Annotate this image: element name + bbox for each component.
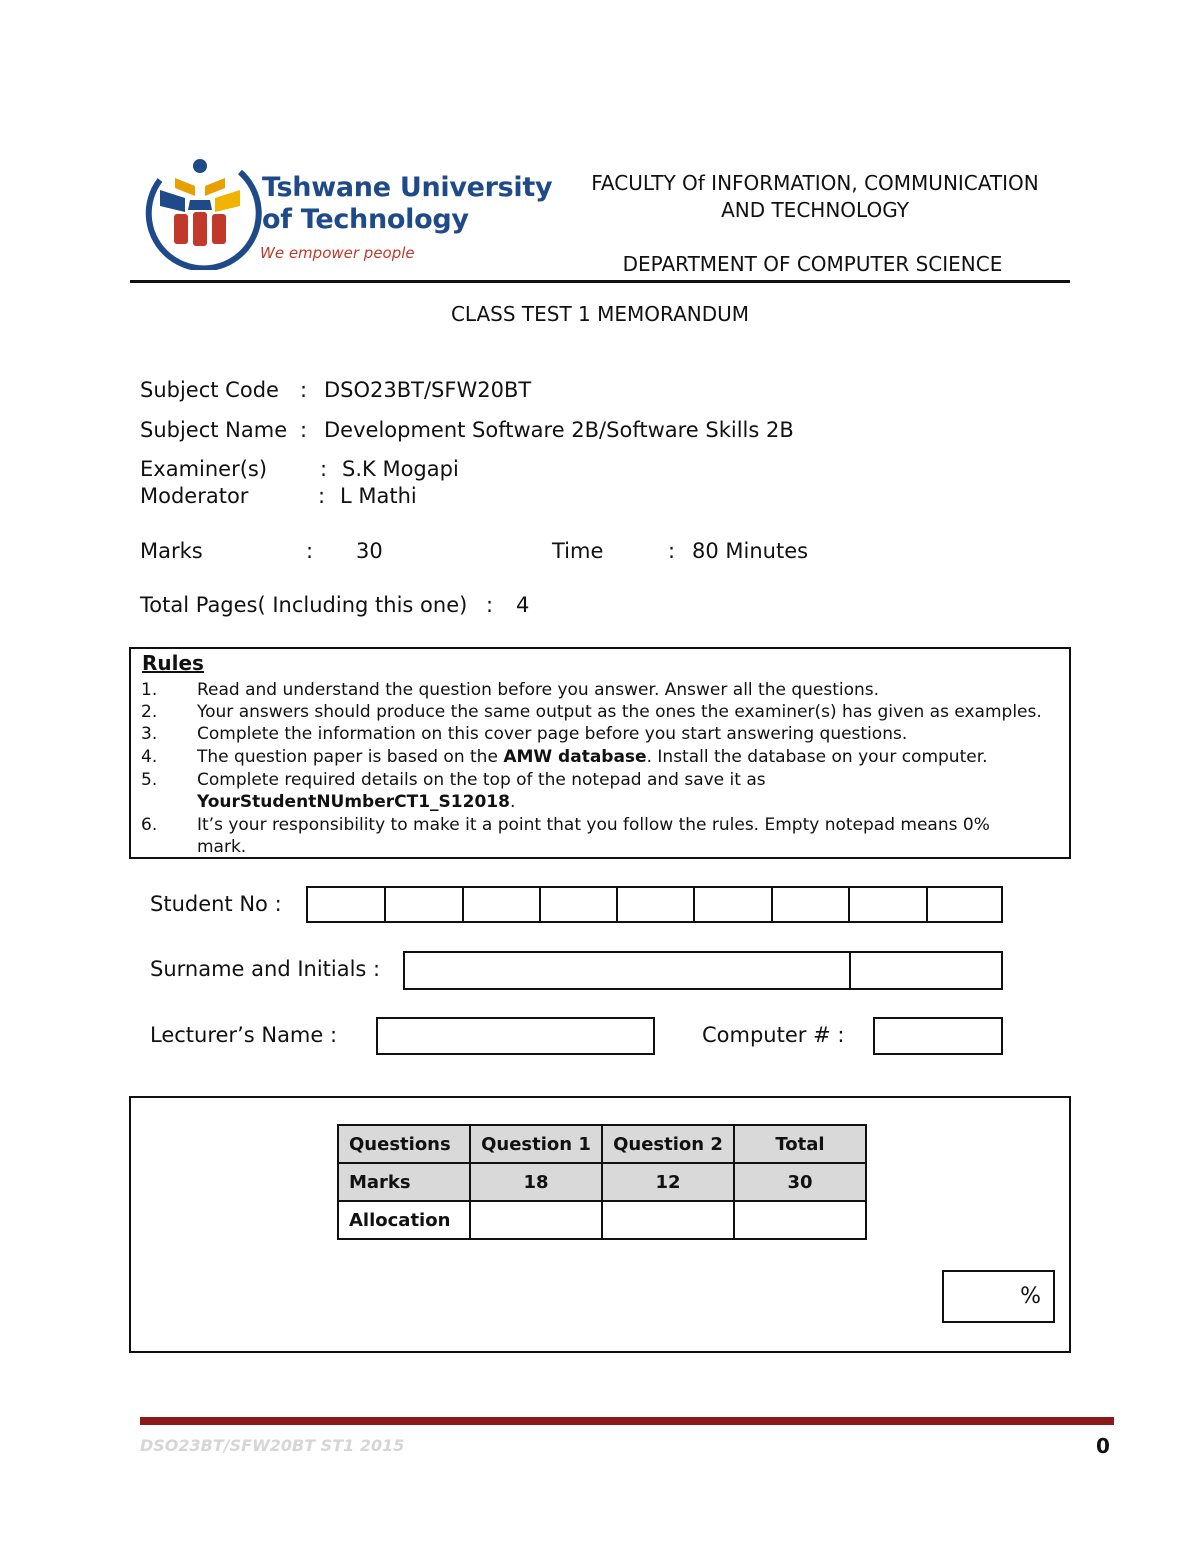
examiner-label: Examiner(s) bbox=[140, 457, 268, 481]
allocation-cell[interactable] bbox=[470, 1201, 602, 1239]
footer-code: DSO23BT/SFW20BT ST1 2015 bbox=[140, 1436, 405, 1455]
subject-code-label: Subject Code bbox=[140, 378, 279, 402]
moderator-value: L Mathi bbox=[340, 484, 417, 508]
marks-label: Marks bbox=[140, 539, 203, 563]
page-number: 0 bbox=[1096, 1434, 1110, 1458]
percent-symbol: % bbox=[1020, 1284, 1041, 1309]
surname-label: Surname and Initials : bbox=[150, 957, 381, 981]
student-no-cell[interactable] bbox=[541, 888, 618, 921]
student-no-cell[interactable] bbox=[850, 888, 928, 921]
surname-field[interactable] bbox=[403, 951, 1003, 990]
table-row-label: Allocation bbox=[338, 1201, 470, 1239]
table-header-cell: Questions bbox=[338, 1125, 470, 1163]
table-cell: 30 bbox=[734, 1163, 866, 1201]
table-header-cell: Total bbox=[734, 1125, 866, 1163]
computer-number-field[interactable] bbox=[873, 1017, 1003, 1055]
department-heading: DEPARTMENT OF COMPUTER SCIENCE bbox=[622, 252, 1003, 276]
filename: YourStudentNUmberCT1_S12018 bbox=[197, 792, 510, 812]
student-no-cell[interactable] bbox=[928, 888, 1001, 921]
university-motto: We empower people bbox=[260, 244, 415, 262]
examiner-value: S.K Mogapi bbox=[342, 457, 459, 481]
colon: : bbox=[668, 539, 676, 563]
colon: : bbox=[300, 418, 308, 442]
table-row bbox=[338, 1201, 866, 1239]
student-no-field[interactable] bbox=[306, 886, 1003, 923]
allocation-cell[interactable] bbox=[734, 1201, 866, 1239]
lecturer-name-label: Lecturer’s Name : bbox=[150, 1023, 338, 1047]
lecturer-name-field[interactable] bbox=[376, 1017, 655, 1055]
surname-cell[interactable] bbox=[405, 953, 851, 988]
rules-title: Rules bbox=[142, 651, 204, 675]
time-value: 80 Minutes bbox=[692, 539, 809, 563]
marks-table bbox=[337, 1124, 867, 1240]
footer-bar bbox=[140, 1417, 1114, 1425]
table-row bbox=[338, 1163, 866, 1201]
total-pages-value: 4 bbox=[516, 593, 530, 617]
page-title: CLASS TEST 1 MEMORANDUM bbox=[450, 302, 750, 326]
database-name: AMW database bbox=[503, 747, 647, 767]
student-no-label: Student No : bbox=[150, 892, 282, 916]
subject-code-value: DSO23BT/SFW20BT bbox=[324, 378, 532, 402]
rules-box: Rules 1. Read and understand the question before you answer. Answer all the questions. 2. Your answers should produce the same output as the ones the examiner(s) has given as examples. 3. Complete the information on this cover page before you start answering questions. 4. The question paper is based on the AMW database. Install the database on your computer. 5. Complete required details on the top of the notepad and save it as YourStudentNUmberCT1_S12018. 6. It’s your responsibility to make it a point that you follow the rules. Empty notepad means 0% mark. bbox=[129, 647, 1071, 859]
student-no-cell[interactable] bbox=[386, 888, 464, 921]
computer-number-label: Computer # : bbox=[702, 1023, 845, 1047]
student-no-cell[interactable] bbox=[464, 888, 541, 921]
percentage-field[interactable] bbox=[942, 1270, 1055, 1323]
header-divider bbox=[130, 280, 1070, 283]
colon: : bbox=[300, 378, 308, 402]
table-row-label: Marks bbox=[338, 1163, 470, 1201]
colon: : bbox=[318, 484, 326, 508]
table-header-cell: Question 1 bbox=[470, 1125, 602, 1163]
table-row bbox=[338, 1125, 866, 1163]
university-name: Tshwane University of Technology bbox=[262, 172, 553, 235]
moderator-label: Moderator bbox=[140, 484, 249, 508]
colon: : bbox=[306, 539, 314, 563]
table-cell: 18 bbox=[470, 1163, 602, 1201]
table-header-cell: Question 2 bbox=[602, 1125, 734, 1163]
student-no-cell[interactable] bbox=[618, 888, 695, 921]
colon: : bbox=[320, 457, 328, 481]
total-pages-label: Total Pages( Including this one) bbox=[140, 593, 468, 617]
student-no-cell[interactable] bbox=[773, 888, 850, 921]
student-no-cell[interactable] bbox=[308, 888, 386, 921]
allocation-cell[interactable] bbox=[602, 1201, 734, 1239]
subject-name-label: Subject Name bbox=[140, 418, 288, 442]
colon: : bbox=[486, 593, 494, 617]
logo-emblem-icon bbox=[140, 150, 265, 270]
faculty-heading: FACULTY Of INFORMATION, COMMUNICATION AND TECHNOLOGY bbox=[591, 171, 1039, 222]
table-cell: 12 bbox=[602, 1163, 734, 1201]
marks-value: 30 bbox=[356, 539, 383, 563]
subject-name-value: Development Software 2B/Software Skills 2B bbox=[324, 418, 794, 442]
time-label: Time bbox=[552, 539, 604, 563]
initials-cell[interactable] bbox=[851, 953, 1001, 988]
student-no-cell[interactable] bbox=[695, 888, 773, 921]
